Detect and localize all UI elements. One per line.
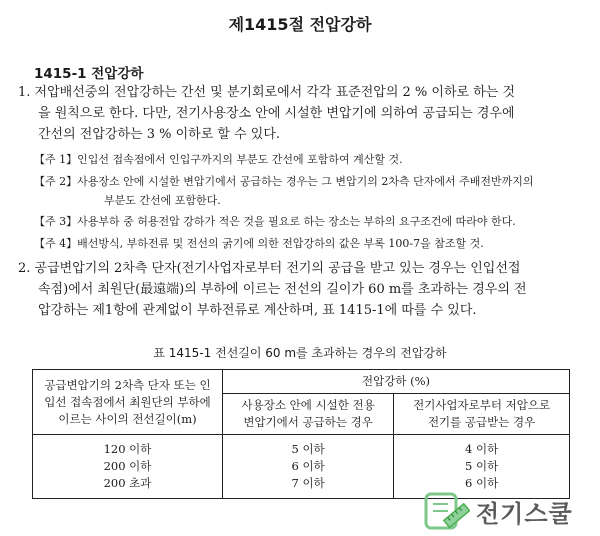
row-header-line: 이르는 사이의 전선길이(m) xyxy=(58,411,197,426)
table-header-row xyxy=(33,370,570,394)
col1-value: 7 이하 xyxy=(291,476,325,490)
paragraph-1-line: 을 원칙으로 한다. 다만, 전기사용장소 안에 시설한 변압기에 의하여 공급되는 경우에 xyxy=(38,106,515,121)
voltage-drop-table xyxy=(32,369,570,499)
length-value: 200 이하 xyxy=(103,459,152,473)
col1-header-line: 변압기에서 공급하는 경우 xyxy=(243,415,373,429)
length-value: 120 이하 xyxy=(103,442,152,456)
note-4 xyxy=(34,234,594,253)
note-2 xyxy=(34,172,594,210)
note-line: 【주 3】사용부하 중 허용전압 강하가 적은 것을 필요로 하는 장소는 부하의 요구조건에 따라야 한다. xyxy=(34,215,516,228)
paragraph-2-line: 압강하는 제1항에 관계없이 부하전류로 계산하며, 표 1415-1에 따를 수 있다. xyxy=(38,303,477,318)
col1-value: 5 이하 xyxy=(291,442,325,456)
note-3 xyxy=(34,212,594,231)
note-1 xyxy=(34,150,594,169)
col1-value: 6 이하 xyxy=(291,459,325,473)
paragraph-1 xyxy=(18,82,588,145)
col1-values-cell xyxy=(223,435,394,499)
row-header-line: 공급변압기의 2차측 단자 또는 인 xyxy=(44,377,211,392)
col2-header-cell xyxy=(394,394,570,435)
subsection-title: 1415-1 전압강하 xyxy=(34,66,144,82)
group-header-cell: 전압강하 (%) xyxy=(223,370,570,394)
watermark-text: 전기스쿨 xyxy=(476,499,573,528)
table-title: 표 1415-1 전선길이 60 m를 초과하는 경우의 전압강하 xyxy=(153,346,447,360)
paragraph-2 xyxy=(18,258,588,321)
note-line: 【주 4】배선방식, 부하전류 및 전선의 굵기에 의한 전압강하의 값은 부록 100-7을 참조할 것. xyxy=(34,237,484,250)
col1-header-line: 사용장소 안에 시설한 전용 xyxy=(241,398,375,412)
col2-value: 5 이하 xyxy=(465,459,499,473)
col2-value: 4 이하 xyxy=(465,442,499,456)
length-value: 200 초과 xyxy=(103,476,152,490)
col2-values-cell xyxy=(394,435,570,499)
watermark xyxy=(424,490,573,532)
table-row xyxy=(33,435,570,499)
paragraph-2-line: 속점)에서 최원단(最遠端)의 부하에 이르는 전선의 길이가 60 m를 초과하는 경우의 전 xyxy=(38,282,527,297)
row-header-cell xyxy=(33,370,223,435)
length-cell xyxy=(33,435,223,499)
note-line: 【주 1】인입선 접속점에서 인입구까지의 부분도 간선에 포함하여 계산할 것. xyxy=(34,153,403,166)
section-title: 제1415절 전압강하 xyxy=(228,15,372,34)
row-header-line: 입선 접속점에서 최원단의 부하에 xyxy=(44,394,211,409)
col2-header-line: 전기를 공급받는 경우 xyxy=(427,415,536,429)
paragraph-2-line: 2. 공급변압기의 2차측 단자(전기사업자로부터 전기의 공급을 받고 있는 경우는 인입선접 xyxy=(18,261,521,276)
note-line: 【주 2】사용장소 안에 시설한 변압기에서 공급하는 경우는 그 변압기의 2차측 단자에서 주배전반까지의 xyxy=(34,175,534,188)
col2-header-line: 전기사업자로부터 저압으로 xyxy=(413,398,551,412)
note-line: 부분도 간선에 포함한다. xyxy=(104,194,221,207)
col2-value: 6 이하 xyxy=(465,476,499,490)
paragraph-1-line: 1. 저압배선중의 전압강하는 간선 및 분기회로에서 각각 표준전압의 2 % 이하로 하는 것 xyxy=(18,85,516,100)
ruler-tablet-icon xyxy=(424,490,470,532)
paragraph-1-line: 간선의 전압강하는 3 % 이하로 할 수 있다. xyxy=(38,127,281,142)
col1-header-cell xyxy=(223,394,394,435)
